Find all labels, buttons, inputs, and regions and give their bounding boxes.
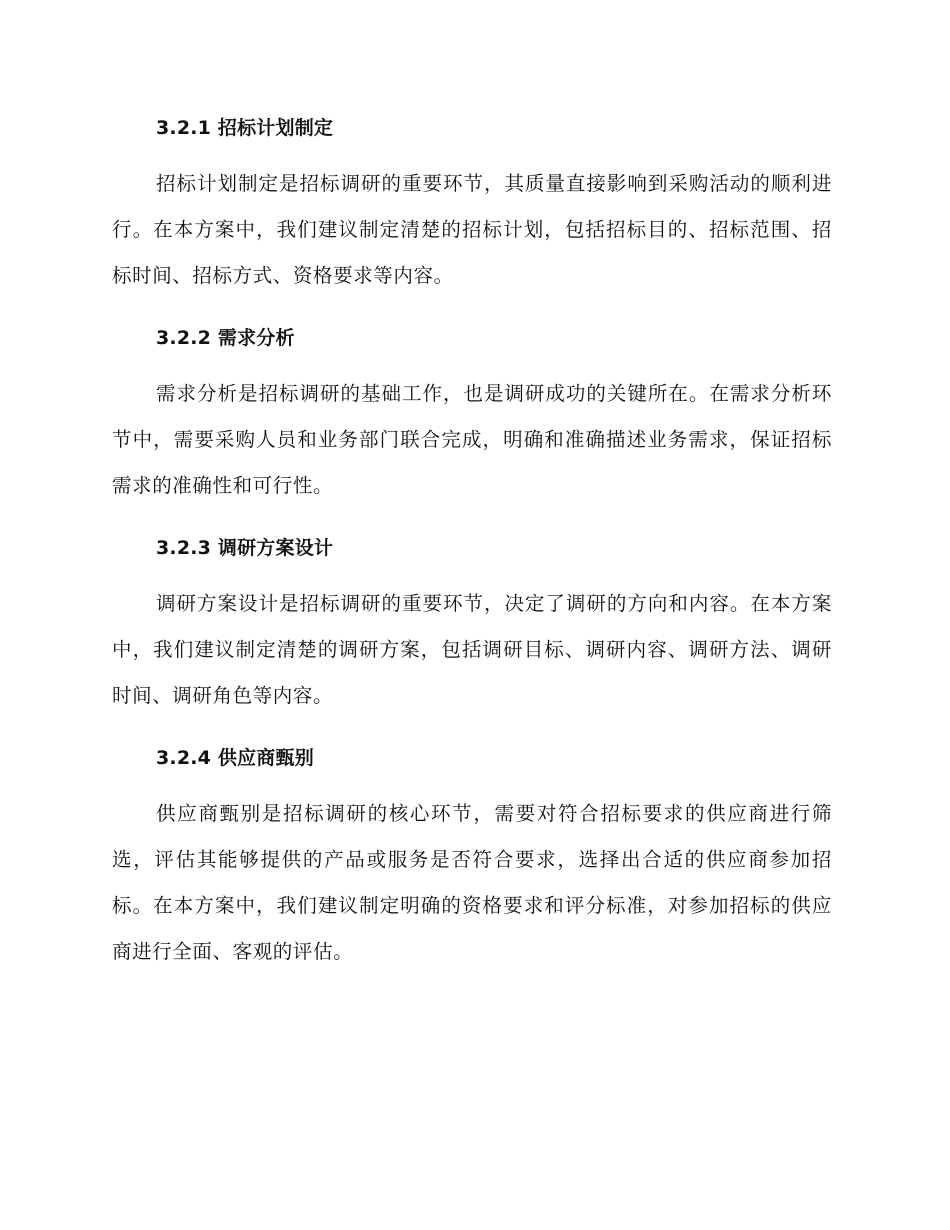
section-paragraph: 招标计划制定是招标调研的重要环节，其质量直接影响到采购活动的顺利进行。在本方案中，我们建议制定清楚的招标计划，包括招标目的、招标范围、招标时间、招标方式、资格要求等内容。 xyxy=(112,172,832,287)
section-3-2-1 xyxy=(112,113,832,299)
document-page xyxy=(112,113,832,999)
section-paragraph: 调研方案设计是招标调研的重要环节，决定了调研的方向和内容。在本方案中，我们建议制定清楚的调研方案，包括调研目标、调研内容、调研方法、调研时间、调研角色等内容。 xyxy=(112,592,832,707)
section-heading: 3.2.4 供应商甄别 xyxy=(156,747,314,769)
section-3-2-4 xyxy=(112,743,832,975)
section-paragraph: 供应商甄别是招标调研的核心环节，需要对符合招标要求的供应商进行筛选，评估其能够提供的产品或服务是否符合要求，选择出合适的供应商参加招标。在本方案中，我们建议制定明确的资格要求和评分标准，对参加招标的供应商进行全面、客观的评估。 xyxy=(112,802,832,963)
section-heading: 3.2.1 招标计划制定 xyxy=(156,117,334,139)
section-heading: 3.2.3 调研方案设计 xyxy=(156,537,334,559)
section-heading: 3.2.2 需求分析 xyxy=(156,327,295,349)
section-3-2-3 xyxy=(112,533,832,719)
section-paragraph: 需求分析是招标调研的基础工作，也是调研成功的关键所在。在需求分析环节中，需要采购人员和业务部门联合完成，明确和准确描述业务需求，保证招标需求的准确性和可行性。 xyxy=(112,382,832,497)
section-3-2-2 xyxy=(112,323,832,509)
